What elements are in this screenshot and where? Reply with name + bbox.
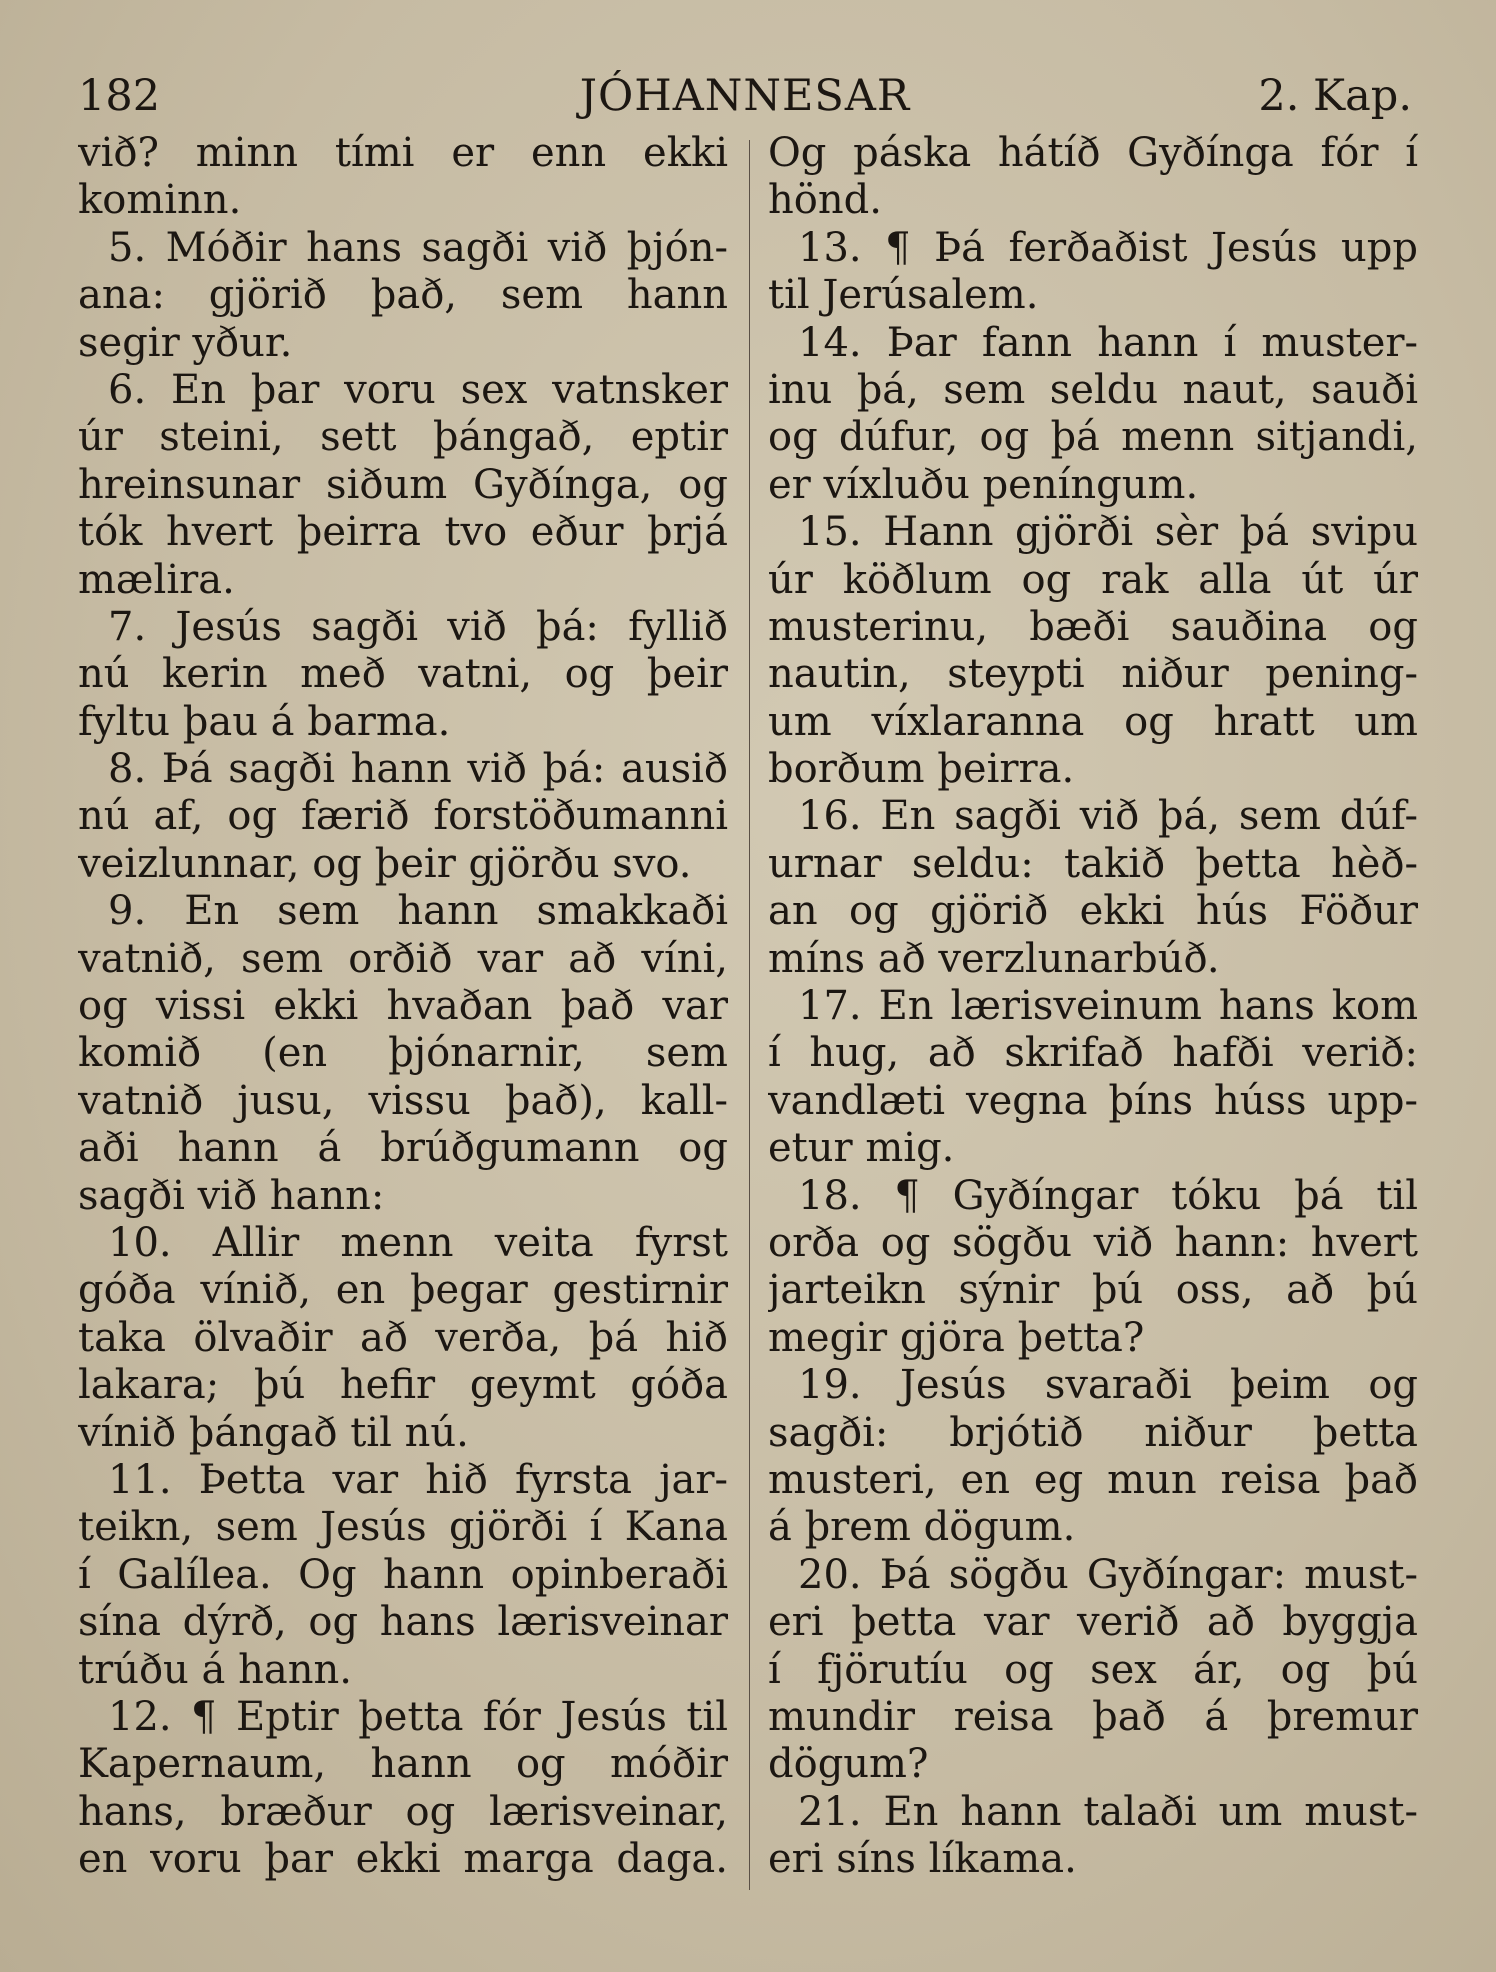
- text-line: dögum?: [768, 1741, 929, 1788]
- text-line: úr steini, sett þángað, eptir: [78, 414, 728, 461]
- text-line: fyltu þau á barma.: [78, 698, 451, 745]
- text-line: taka ölvaðir að verða, þá hið: [78, 1314, 728, 1361]
- text-line: 11. Þetta var hið fyrsta jar-: [108, 1456, 728, 1503]
- text-line: úr köðlum og rak alla út úr: [768, 556, 1418, 603]
- text-line: mundir reisa það á þremur: [768, 1693, 1418, 1740]
- chapter-label: 2. Kap.: [1258, 71, 1412, 121]
- text-line: Og páska hátíð Gyðínga fór í: [768, 130, 1418, 176]
- text-line: musterinu, bæði sauðina og: [768, 603, 1418, 650]
- text-line: sagði: brjótið niður þetta: [768, 1409, 1418, 1456]
- running-title: JÓHANNESAR: [579, 71, 911, 121]
- text-line: 10. Allir menn veita fyrst: [108, 1219, 728, 1266]
- running-header: [78, 68, 1412, 124]
- text-line: an og gjörið ekki hús Föður: [768, 888, 1418, 935]
- text-line: 16. En sagði við þá, sem dúf-: [798, 793, 1418, 840]
- text-line: sína dýrð, og hans lærisveinar: [78, 1599, 728, 1646]
- text-line: tók hvert þeirra tvo eður þrjá: [78, 509, 728, 556]
- text-line: hans, bræður og lærisveinar,: [78, 1788, 728, 1835]
- text-line: segir yður.: [78, 319, 293, 366]
- text-line: trúðu á hann.: [78, 1646, 352, 1693]
- text-line: í Galílea. Og hann opinberaði: [78, 1551, 728, 1598]
- text-line: míns að verzlunarbúð.: [768, 935, 1220, 982]
- text-line: sagði við hann:: [78, 1172, 385, 1219]
- text-line: aði hann á brúðgumann og: [78, 1125, 728, 1172]
- text-line: til Jerúsalem.: [768, 272, 1039, 319]
- text-line: vatnið jusu, vissu það), kall-: [78, 1077, 728, 1124]
- text-line: 13. ¶ Þá ferðaðist Jesús upp: [798, 224, 1418, 271]
- text-line: 18. ¶ Gyðíngar tóku þá til: [798, 1172, 1418, 1219]
- text-line: hönd.: [768, 177, 882, 224]
- text-line: góða vínið, en þegar gestirnir: [78, 1267, 728, 1314]
- text-line: en voru þar ekki marga daga.: [78, 1836, 728, 1883]
- text-line: 12. ¶ Eptir þetta fór Jesús til: [108, 1693, 728, 1740]
- text-line: 17. En lærisveinum hans kom: [798, 983, 1418, 1030]
- text-line: 9. En sem hann smakkaði: [108, 888, 728, 935]
- text-line: 21. En hann talaði um must-: [798, 1788, 1418, 1835]
- text-line: í fjörutíu og sex ár, og þú: [768, 1646, 1418, 1693]
- text-line: borðum þeirra.: [768, 746, 1075, 793]
- column-divider: [749, 140, 750, 1890]
- text-line: ana: gjörið það, sem hann: [78, 272, 728, 319]
- text-line: vínið þángað til nú.: [78, 1409, 469, 1456]
- text-line: og dúfur, og þá menn sitjandi,: [768, 414, 1418, 461]
- text-line: í hug, að skrifað hafði verið:: [768, 1030, 1418, 1077]
- right-column: [768, 130, 1418, 1883]
- text-line: nú af, og færið forstöðumanni: [78, 793, 728, 840]
- text-line: urnar seldu: takið þetta hèð-: [768, 840, 1418, 887]
- text-line: teikn, sem Jesús gjörði í Kana: [78, 1504, 728, 1551]
- text-line: mælira.: [78, 556, 235, 603]
- text-line: og vissi ekki hvaðan það var: [78, 983, 728, 1030]
- text-line: er víxluðu peníngum.: [768, 461, 1199, 508]
- text-line: musteri, en eg mun reisa það: [768, 1456, 1418, 1503]
- text-line: vandlæti vegna þíns húss upp-: [768, 1077, 1418, 1124]
- text-line: 8. Þá sagði hann við þá: ausið: [108, 746, 728, 793]
- text-line: nautin, steypti niður pening-: [768, 651, 1418, 698]
- text-line: 19. Jesús svaraði þeim og: [798, 1362, 1418, 1409]
- text-line: við? minn tími er enn ekki: [78, 130, 728, 176]
- text-line: 6. En þar voru sex vatnsker: [108, 366, 728, 413]
- text-line: hreinsunar siðum Gyðínga, og: [78, 461, 728, 508]
- text-line: komið (en þjónarnir, sem: [78, 1030, 728, 1077]
- text-line: vatnið, sem orðið var að víni,: [78, 935, 728, 982]
- text-line: etur mig.: [768, 1125, 955, 1172]
- text-line: Kapernaum, hann og móðir: [78, 1741, 728, 1788]
- text-line: 20. Þá sögðu Gyðíngar: must-: [798, 1551, 1418, 1598]
- text-line: eri þetta var verið að byggja: [768, 1599, 1418, 1646]
- page-number: 182: [78, 71, 161, 121]
- text-line: 5. Móðir hans sagði við þjón-: [108, 224, 728, 271]
- text-line: inu þá, sem seldu naut, sauði: [768, 366, 1418, 413]
- text-line: orða og sögðu við hann: hvert: [768, 1219, 1418, 1266]
- text-line: veizlunnar, og þeir gjörðu svo.: [78, 840, 692, 887]
- text-line: um víxlaranna og hratt um: [768, 698, 1418, 745]
- text-line: 7. Jesús sagði við þá: fyllið: [108, 603, 728, 650]
- text-line: eri síns líkama.: [768, 1836, 1077, 1883]
- text-line: jarteikn sýnir þú oss, að þú: [768, 1267, 1418, 1314]
- text-line: megir gjöra þetta?: [768, 1314, 1145, 1361]
- left-column: [78, 130, 728, 1883]
- text-line: kominn.: [78, 177, 242, 224]
- text-line: lakara; þú hefir geymt góða: [78, 1362, 728, 1409]
- text-line: nú kerin með vatni, og þeir: [78, 651, 728, 698]
- text-line: 15. Hann gjörði sèr þá svipu: [798, 509, 1418, 556]
- text-line: á þrem dögum.: [768, 1504, 1076, 1551]
- text-line: 14. Þar fann hann í muster-: [798, 319, 1418, 366]
